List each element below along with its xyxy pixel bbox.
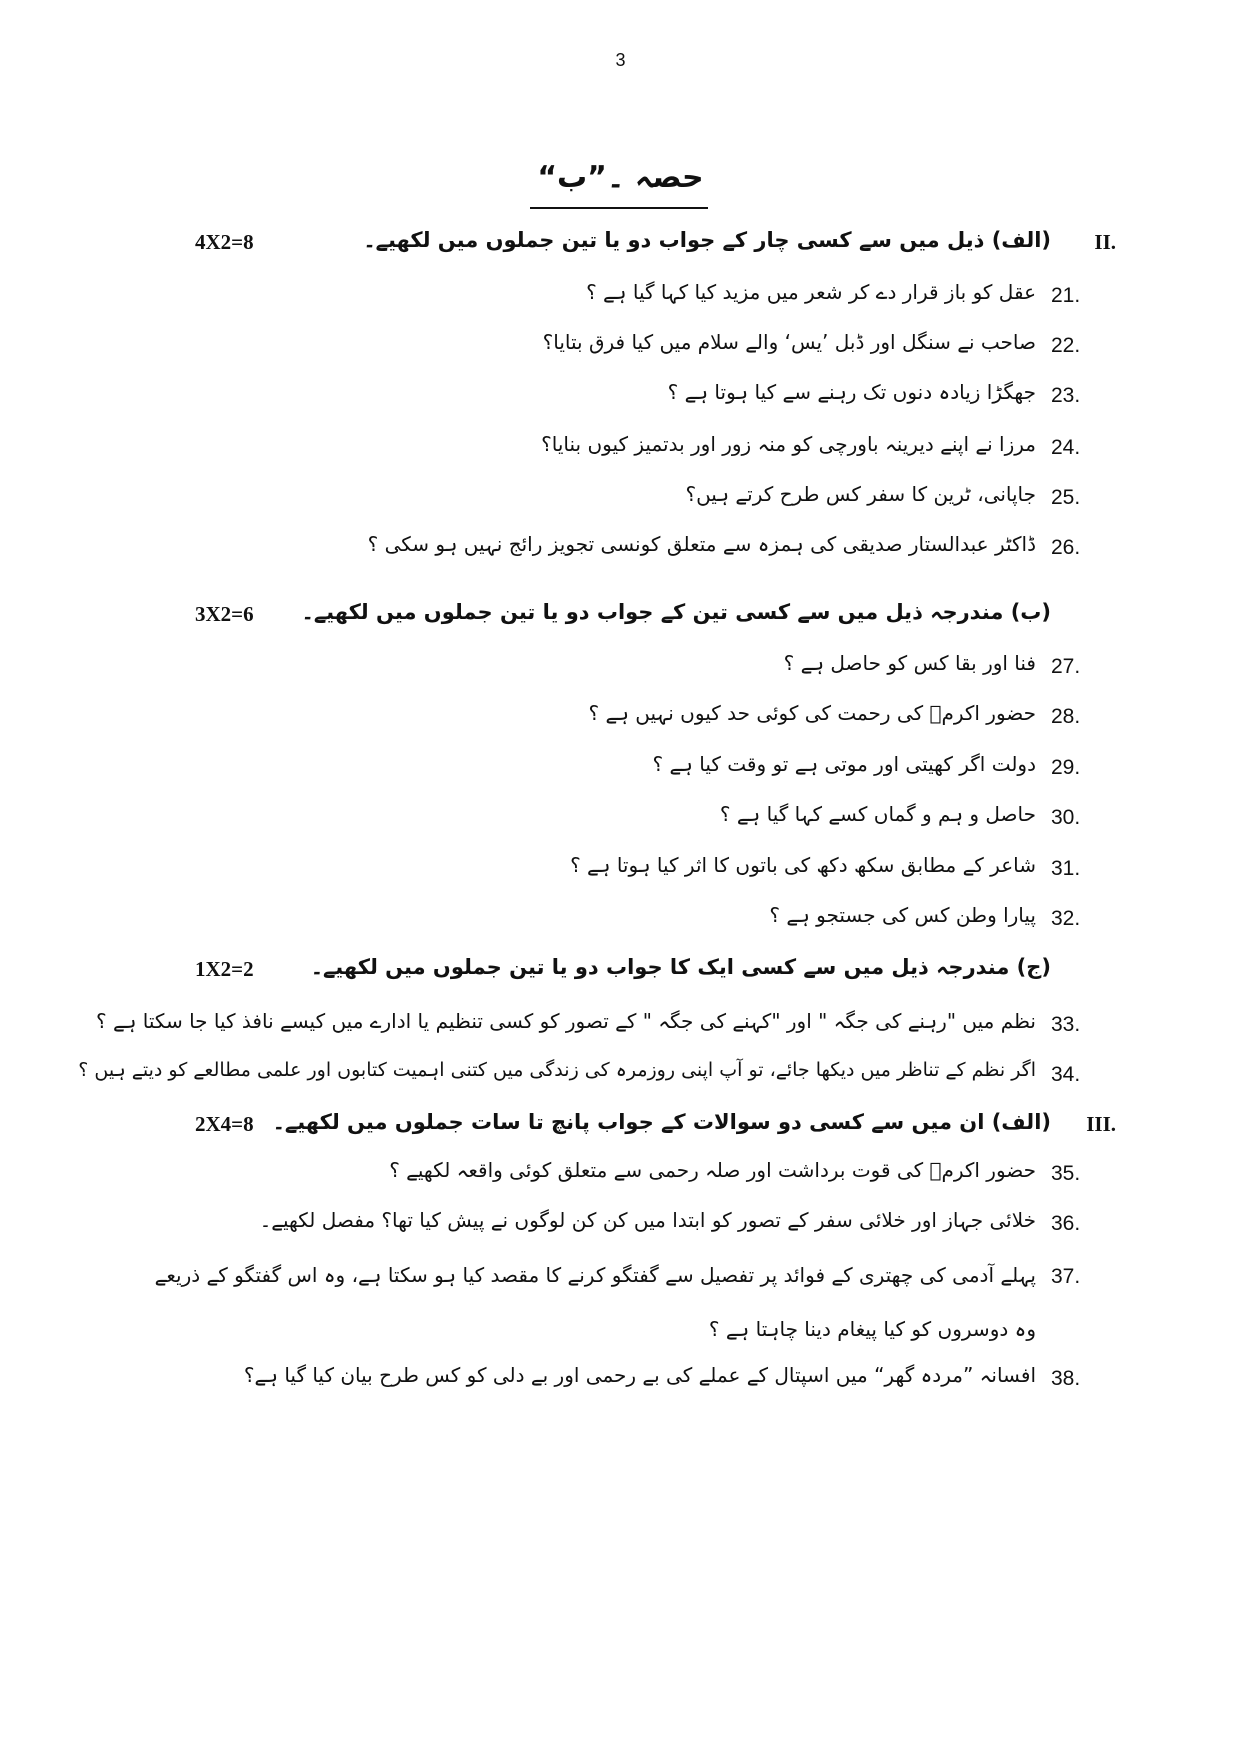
question-text: خلائی جہاز اور خلائی سفر کے تصور کو ابتدا میں کن کن لوگوں نے پیش کیا تھا؟ مفصل لکھیے۔ (259, 1208, 1036, 1232)
question-text: شاعر کے مطابق سکھ دکھ کی باتوں کا اثر کیا ہوتا ہے ؟ (570, 853, 1036, 877)
page-number: 3 (615, 50, 626, 70)
question-text: عقل کو باز قرار دے کر شعر میں مزید کیا کہا گیا ہے ؟ (586, 280, 1036, 304)
section-marks: 3X2=6 (195, 602, 254, 626)
question-text: جھگڑا زیادہ دنوں تک رہنے سے کیا ہوتا ہے ؟ (667, 380, 1036, 404)
question-number: 27. (1051, 655, 1081, 678)
question-number: 32. (1051, 907, 1081, 930)
section-instruction: (ج) مندرجہ ذیل میں سے کسی ایک کا جواب دو یا تین جملوں میں لکھیے۔ (310, 955, 1051, 979)
question-number: 30. (1051, 806, 1081, 829)
question-number: 29. (1051, 756, 1081, 779)
section-instruction: (ب) مندرجہ ذیل میں سے کسی تین کے جواب دو یا تین جملوں میں لکھیے۔ (301, 600, 1051, 624)
question-number: 26. (1051, 536, 1081, 559)
section-marks: 4X2=8 (195, 230, 254, 254)
section-marks: 1X2=2 (195, 957, 254, 981)
question-text: فنا اور بقا کس کو حاصل ہے ؟ (783, 651, 1036, 675)
part-heading: حصہ ۔”ب“ (537, 160, 704, 195)
question-text: نظم میں "رہنے کی جگہ " اور "کہنے کی جگہ " کے تصور کو کسی تنظیم یا ادارے میں کیسے نافذ کیا جا سکتا ہے ؟ (96, 1009, 1036, 1033)
question-number: 28. (1051, 705, 1081, 728)
section-instruction: (الف) ان میں سے کسی دو سوالات کے جواب پانچ تا سات جملوں میں لکھیے۔ (272, 1110, 1051, 1134)
question-text: پہلے آدمی کی چھتری کے فوائد پر تفصیل سے گفتگو کرنے کا مقصد کیا ہو سکتا ہے، وہ اس گفتگو کے ذریعے وہ دوسروں کو کیا پیغام دینا چاہتا ہے ؟ (154, 1263, 1036, 1341)
section-marks: 2X4=8 (195, 1112, 254, 1136)
question-text: مرزا نے اپنے دیرینہ باورچی کو منہ زور اور بدتمیز کیوں بنایا؟ (541, 432, 1036, 456)
question-number: 36. (1051, 1212, 1081, 1235)
question-text: دولت اگر کھیتی اور موتی ہے تو وقت کیا ہے ؟ (652, 752, 1036, 776)
question-number: 31. (1051, 857, 1081, 880)
question-number: 35. (1051, 1162, 1081, 1185)
question-number: 21. (1051, 284, 1081, 307)
heading-underline (530, 207, 708, 209)
question-text: ڈاکٹر عبدالستار صدیقی کی ہمزہ سے متعلق کونسی تجویز رائج نہیں ہو سکی ؟ (367, 532, 1036, 556)
section-instruction: (الف) ذیل میں سے کسی چار کے جواب دو یا تین جملوں میں لکھیے۔ (363, 228, 1051, 252)
question-text: جاپانی، ٹرین کا سفر کس طرح کرتے ہیں؟ (685, 482, 1036, 506)
question-text: حضور اکرمؐ کی رحمت کی کوئی حد کیوں نہیں ہے ؟ (588, 701, 1036, 725)
question-number: 37. (1051, 1265, 1081, 1288)
question-number: 38. (1051, 1367, 1081, 1390)
question-text: حضور اکرمؐ کی قوت برداشت اور صلہ رحمی سے متعلق کوئی واقعہ لکھیے ؟ (389, 1158, 1036, 1182)
question-text: افسانہ ”مردہ گھر“ میں اسپتال کے عملے کی بے رحمی اور بے دلی کو کس طرح بیان کیا گیا ہے؟ (243, 1363, 1036, 1387)
question-number: 25. (1051, 486, 1081, 509)
question-number: 23. (1051, 384, 1081, 407)
section-roman-numeral: III. (1086, 1112, 1116, 1136)
question-text: حاصل و ہم و گماں کسے کہا گیا ہے ؟ (719, 802, 1036, 826)
question-number: 22. (1051, 334, 1081, 357)
question-text: اگر نظم کے تناظر میں دیکھا جائے، تو آپ اپنی روزمرہ کی زندگی میں کتنی اہمیت کتابوں اور علمی مطالعے کو دیتے ہیں ؟ (78, 1059, 1036, 1081)
question-number: 33. (1051, 1013, 1081, 1036)
section-roman-numeral: II. (1094, 230, 1116, 254)
question-number: 34. (1051, 1063, 1081, 1086)
question-text: پیارا وطن کس کی جستجو ہے ؟ (769, 903, 1036, 927)
question-text: صاحب نے سنگل اور ڈبل ’یس‘ والے سلام میں کیا فرق بتایا؟ (542, 330, 1036, 354)
question-number: 24. (1051, 436, 1081, 459)
